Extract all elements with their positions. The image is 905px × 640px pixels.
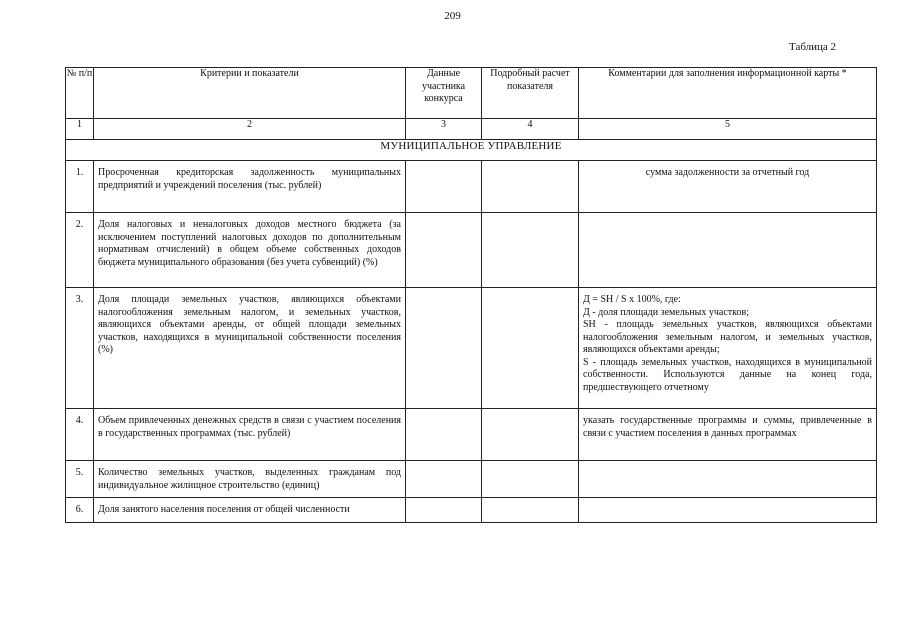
row-comment (579, 288, 877, 409)
column-number: 2 (94, 119, 406, 140)
table-row (66, 288, 877, 409)
column-number: 3 (406, 119, 482, 140)
column-number-row (66, 119, 877, 140)
table-header-row (66, 68, 877, 119)
row-detailed-calc (482, 161, 579, 213)
header-participant-data: Данные участника конкурса (406, 68, 482, 119)
row-criteria: Просроченная кредиторская задолженность муниципальных предприятий и учреждений поселения (тыс. рублей) (94, 161, 406, 213)
header-detailed-calc: Подробный расчет показателя (482, 68, 579, 119)
row-participant-data (406, 161, 482, 213)
section-title: МУНИЦИПАЛЬНОЕ УПРАВЛЕНИЕ (66, 140, 877, 161)
row-number: 5. (66, 461, 94, 498)
column-number: 4 (482, 119, 579, 140)
column-number: 5 (579, 119, 877, 140)
row-criteria: Доля площади земельных участков, являющихся объектами налогообложения земельным налогом, и земельных участков, являющихся объектами аренды, от общей площади земельных участков, находящихся в муниципальной собственности поселения (%) (94, 288, 406, 409)
row-comment (579, 161, 877, 213)
row-detailed-calc (482, 288, 579, 409)
row-number: 3. (66, 288, 94, 409)
row-comment (579, 409, 877, 461)
row-detailed-calc (482, 498, 579, 523)
header-criteria: Критерии и показатели (94, 68, 406, 119)
comment-line: Д = SH / S x 100%, где: (583, 294, 681, 305)
page-number: 209 (444, 10, 461, 22)
row-detailed-calc (482, 461, 579, 498)
row-participant-data (406, 461, 482, 498)
section-row (66, 140, 877, 161)
row-participant-data (406, 213, 482, 288)
row-criteria: Количество земельных участков, выделенных гражданам под индивидуальное жилищное строительство (единиц) (94, 461, 406, 498)
row-number: 4. (66, 409, 94, 461)
row-criteria: Доля занятого населения поселения от общей численности (94, 498, 406, 523)
row-participant-data (406, 288, 482, 409)
table-row (66, 213, 877, 288)
comment-line: Д - доля площади земельных участков; (583, 306, 750, 318)
comment-line: сумма задолженности за отчетный год (645, 167, 810, 178)
table-row (66, 498, 877, 523)
row-comment (579, 461, 877, 498)
row-participant-data (406, 498, 482, 523)
row-participant-data (406, 409, 482, 461)
row-criteria: Доля налоговых и неналоговых доходов местного бюджета (за исключением поступлений налоговых доходов по дополнительным нормативам отчислений) в общем объеме собственных доходов бюджета муниципального образования (без учета субвенций) (%) (94, 213, 406, 288)
comment-line: указать государственные программы и суммы, привлеченные в связи с участием поселения в данных программах (583, 415, 872, 439)
table-row (66, 409, 877, 461)
header-num: № п/п (66, 68, 94, 119)
row-comment (579, 213, 877, 288)
row-comment (579, 498, 877, 523)
header-comments: Комментарии для заполнения информационной карты * (579, 68, 877, 119)
criteria-table (65, 67, 877, 523)
row-criteria: Объем привлеченных денежных средств в связи с участием поселения в государственных программах (тыс. рублей) (94, 409, 406, 461)
table-row (66, 461, 877, 498)
comment-line: S - площадь земельных участков, находящихся в муниципальной собственности. Используются данные на конец года, предшествующего отчетному (583, 356, 872, 393)
column-number: 1 (66, 119, 94, 140)
row-number: 2. (66, 213, 94, 288)
row-number: 1. (66, 161, 94, 213)
comment-line: SH - площадь земельных участков, являющихся объектами налогообложения земельным налогом, и земельных участков, являющихся объектами аренды; (583, 319, 872, 355)
table-row (66, 161, 877, 213)
row-detailed-calc (482, 213, 579, 288)
row-detailed-calc (482, 409, 579, 461)
table-caption: Таблица 2 (789, 41, 837, 53)
row-number: 6. (66, 498, 94, 523)
